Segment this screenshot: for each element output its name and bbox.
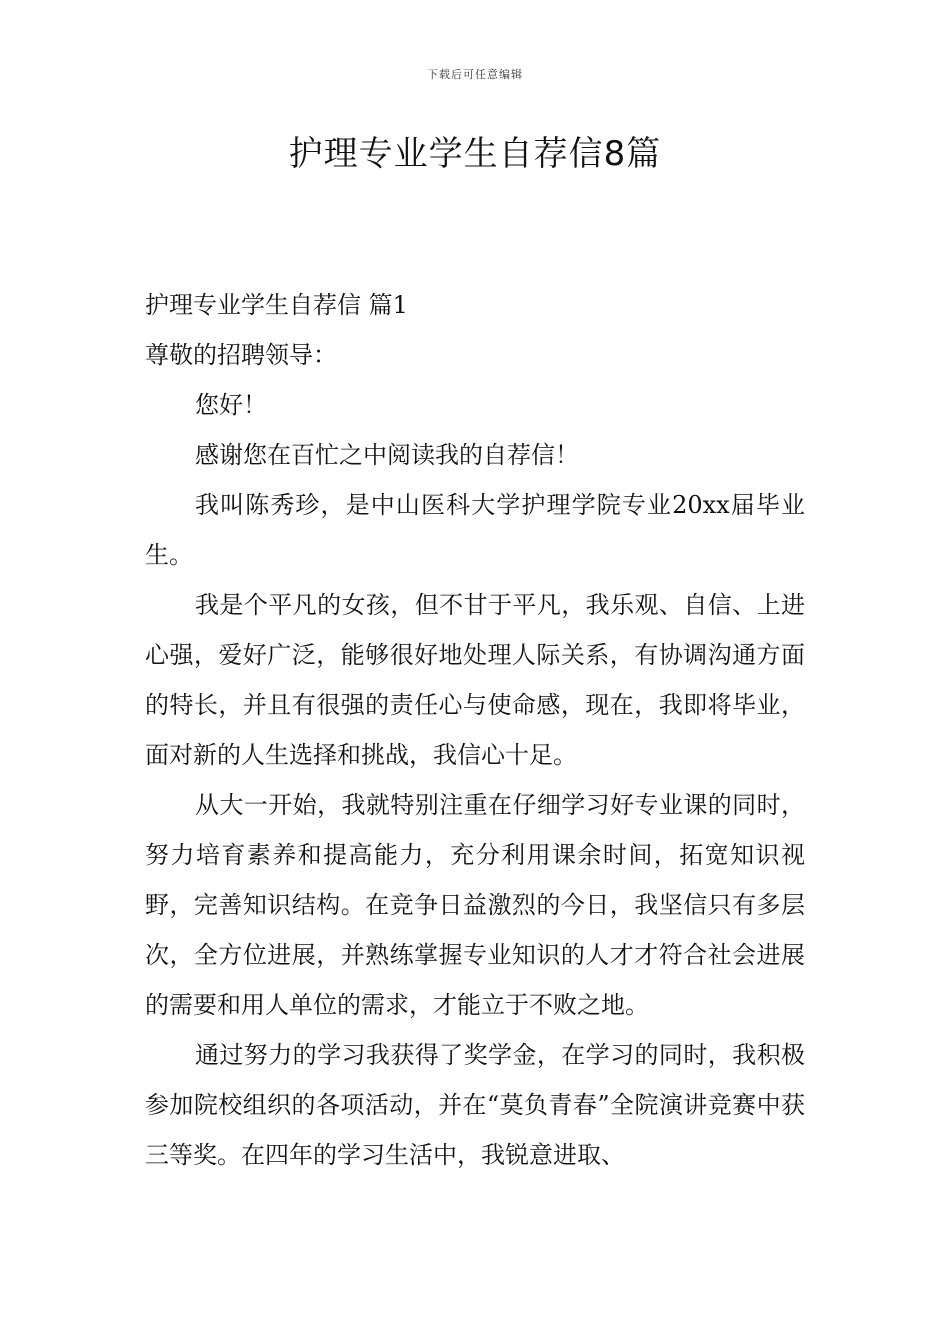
letter-body bbox=[145, 280, 805, 1180]
paragraph-achievements: 通过努力的学习我获得了奖学金，在学习的同时，我积极参加院校组织的各项活动，并在“莫负青春”全院演讲竞赛中获三等奖。在四年的学习生活中，我锐意进取、 bbox=[145, 1041, 805, 1169]
salutation: 尊敬的招聘领导： bbox=[145, 341, 337, 369]
paragraph-greeting: 您好！ bbox=[195, 391, 267, 419]
paragraph-personality: 我是个平凡的女孩，但不甘于平凡，我乐观、自信、上进心强，爱好广泛，能够很好地处理人际关系，有协调沟通方面的特长，并且有很强的责任心与使命感，现在，我即将毕业，面对新的人生选择和挑战，我信心十足。 bbox=[145, 591, 805, 769]
header-note: 下载后可任意编辑 bbox=[427, 68, 523, 81]
paragraph-introduction: 我叫陈秀珍，是中山医科大学护理学院专业20xx届毕业生。 bbox=[145, 491, 805, 569]
paragraph-thanks: 感谢您在百忙之中阅读我的自荐信！ bbox=[195, 441, 579, 469]
section-heading: 护理专业学生自荐信 篇1 bbox=[145, 291, 408, 319]
paragraph-study: 从大一开始，我就特别注重在仔细学习好专业课的同时，努力培育素养和提高能力，充分利用课余时间，拓宽知识视野，完善知识结构。在竞争日益激烈的今日，我坚信只有多层次，全方位进展，并熟练掌握专业知识的人才才符合社会进展的需要和用人单位的需求，才能立于不败之地。 bbox=[145, 791, 805, 1019]
document-title: 护理专业学生自荐信8篇 bbox=[288, 134, 662, 174]
